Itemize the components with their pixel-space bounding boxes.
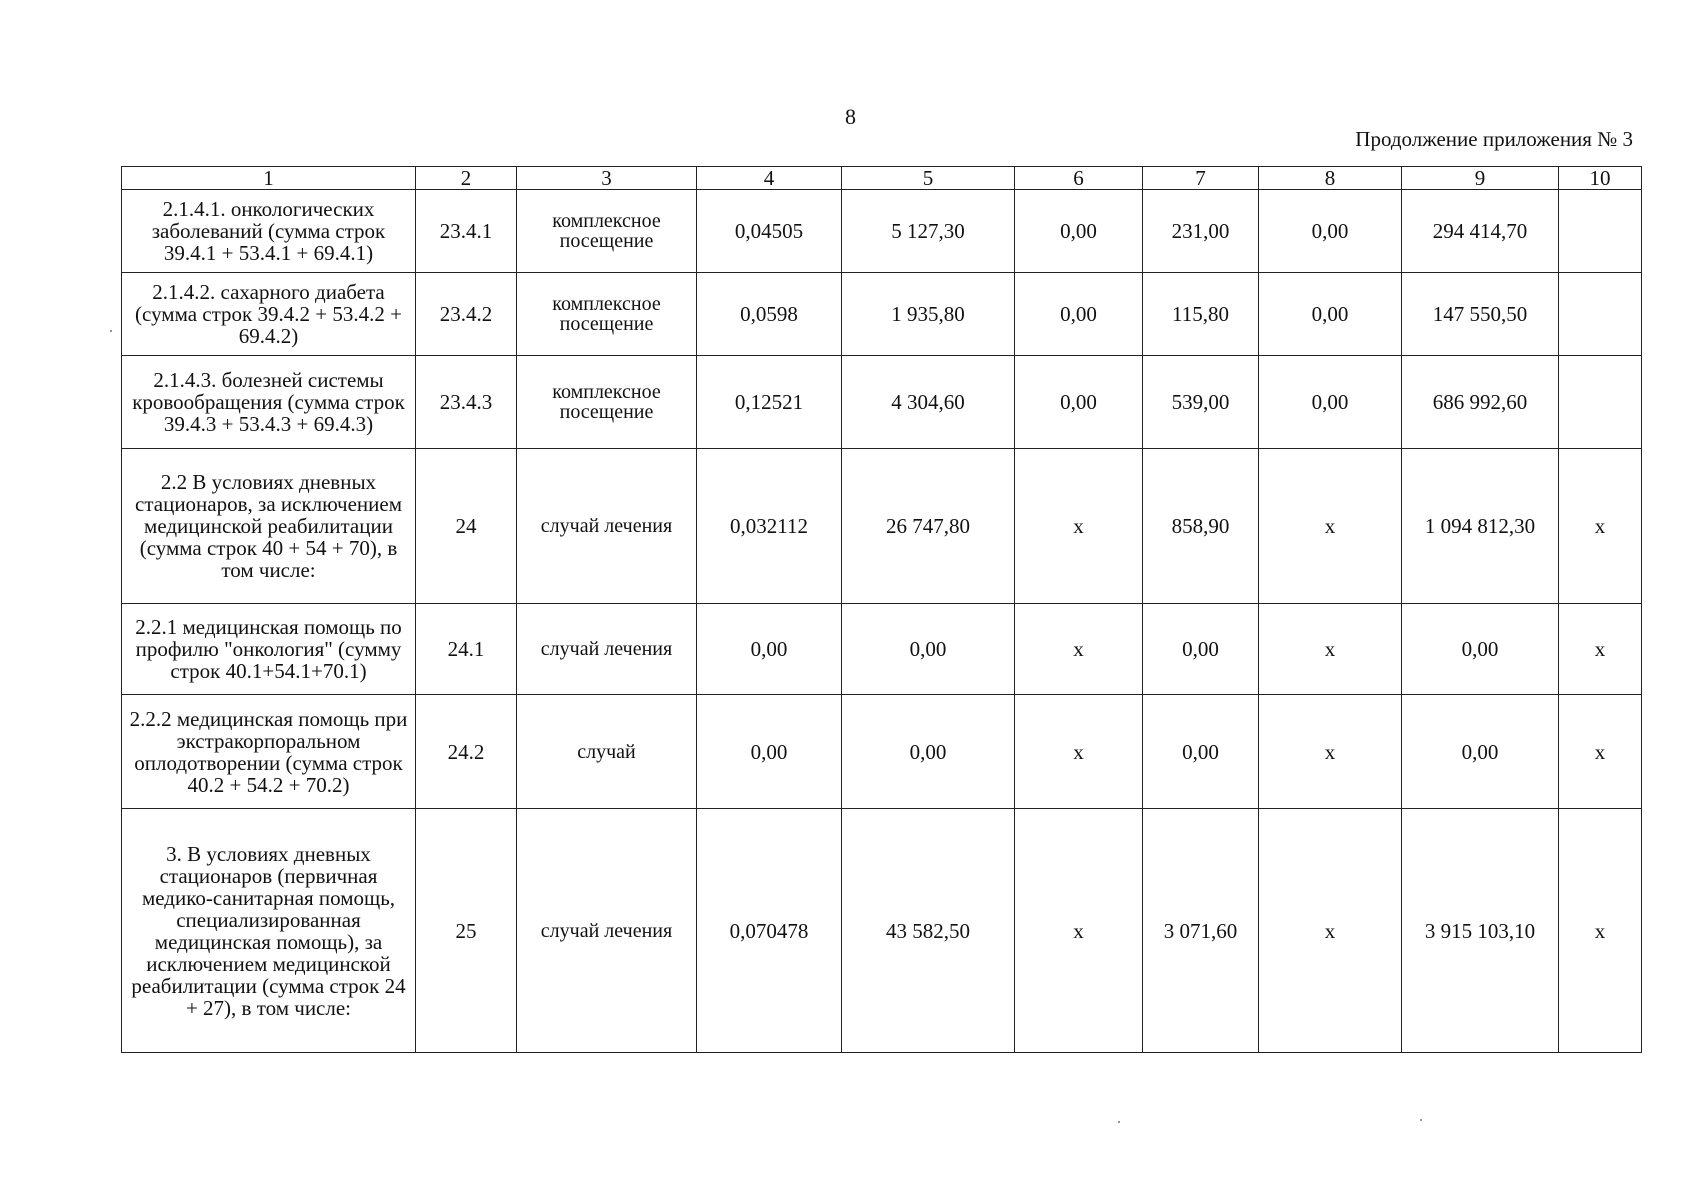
row-code: 24.2 <box>416 695 517 809</box>
row-cell: х <box>1559 449 1642 604</box>
row-cell: 1 935,80 <box>842 273 1015 356</box>
row-cell: 0,00 <box>1402 604 1559 695</box>
row-cell: 0,12521 <box>697 356 842 449</box>
row-cell: 0,00 <box>1143 604 1259 695</box>
row-code: 25 <box>416 809 517 1053</box>
row-unit: комплексное посещение <box>517 356 697 449</box>
row-cell: 231,00 <box>1143 190 1259 273</box>
table-row <box>122 809 1642 1053</box>
row-cell: х <box>1015 449 1143 604</box>
row-unit: случай лечения <box>517 809 697 1053</box>
row-cell: 0,00 <box>1259 356 1402 449</box>
col-header: 10 <box>1559 167 1642 190</box>
row-cell: 3 071,60 <box>1143 809 1259 1053</box>
row-code: 23.4.1 <box>416 190 517 273</box>
col-header: 6 <box>1015 167 1143 190</box>
data-table <box>121 166 1642 1053</box>
row-cell: 0,00 <box>842 604 1015 695</box>
col-header: 9 <box>1402 167 1559 190</box>
row-cell: 43 582,50 <box>842 809 1015 1053</box>
row-cell: 0,00 <box>1259 273 1402 356</box>
row-cell <box>1559 356 1642 449</box>
row-cell <box>1559 273 1642 356</box>
scan-speck <box>110 330 112 332</box>
row-cell: 0,00 <box>1259 190 1402 273</box>
col-header: 5 <box>842 167 1015 190</box>
table-row <box>122 695 1642 809</box>
row-code: 24 <box>416 449 517 604</box>
page-number: 8 <box>845 104 856 129</box>
row-name: 2.1.4.3. болезней системы кровообращения (сумма строк 39.4.3 + 53.4.3 + 69.4.3) <box>122 356 416 449</box>
row-cell: 0,0598 <box>697 273 842 356</box>
col-header: 3 <box>517 167 697 190</box>
row-cell: 0,00 <box>842 695 1015 809</box>
table-row <box>122 356 1642 449</box>
row-cell <box>1559 190 1642 273</box>
row-cell: 0,00 <box>1015 356 1143 449</box>
col-header: 4 <box>697 167 842 190</box>
row-unit: комплексное посещение <box>517 273 697 356</box>
row-cell: 115,80 <box>1143 273 1259 356</box>
row-code: 24.1 <box>416 604 517 695</box>
row-cell: 686 992,60 <box>1402 356 1559 449</box>
row-cell: 1 094 812,30 <box>1402 449 1559 604</box>
row-cell: 0,00 <box>1143 695 1259 809</box>
row-cell: 0,00 <box>1015 273 1143 356</box>
row-name: 2.1.4.1. онкологических заболеваний (сумма строк 39.4.1 + 53.4.1 + 69.4.1) <box>122 190 416 273</box>
row-name: 2.2.2 медицинская помощь при экстракорпоральном оплодотворении (сумма строк 40.2 + 54.2 + 70.2) <box>122 695 416 809</box>
row-cell: х <box>1015 604 1143 695</box>
row-cell: х <box>1015 809 1143 1053</box>
row-unit: случай лечения <box>517 449 697 604</box>
col-header: 8 <box>1259 167 1402 190</box>
row-cell: 858,90 <box>1143 449 1259 604</box>
row-unit: случай лечения <box>517 604 697 695</box>
row-name: 2.2.1 медицинская помощь по профилю "онкология" (сумму строк 40.1+54.1+70.1) <box>122 604 416 695</box>
row-cell: х <box>1259 604 1402 695</box>
row-cell: 0,00 <box>1015 190 1143 273</box>
row-unit: случай <box>517 695 697 809</box>
row-cell: 0,00 <box>1402 695 1559 809</box>
row-cell: 0,070478 <box>697 809 842 1053</box>
row-cell: 0,00 <box>697 695 842 809</box>
row-cell: 5 127,30 <box>842 190 1015 273</box>
row-cell: х <box>1559 604 1642 695</box>
row-cell: 0,04505 <box>697 190 842 273</box>
row-cell: 294 414,70 <box>1402 190 1559 273</box>
row-name: 2.1.4.2. сахарного диабета (сумма строк 39.4.2 + 53.4.2 + 69.4.2) <box>122 273 416 356</box>
annex-caption: Продолжение приложения № 3 <box>1355 127 1633 151</box>
row-name: 3. В условиях дневных стационаров (первичная медико-санитарная помощь, специализированная медицинская помощь), за исключением медицинской реабилитации (сумма строк 24 + 27), в том числе: <box>122 809 416 1053</box>
row-unit: комплексное посещение <box>517 190 697 273</box>
row-cell: х <box>1259 695 1402 809</box>
row-cell: 0,00 <box>697 604 842 695</box>
table-row <box>122 449 1642 604</box>
row-cell: х <box>1559 695 1642 809</box>
row-cell: х <box>1259 809 1402 1053</box>
table-row <box>122 604 1642 695</box>
scan-speck <box>1118 1121 1120 1123</box>
header-row <box>122 167 1642 190</box>
row-name: 2.2 В условиях дневных стационаров, за исключением медицинской реабилитации (сумма строк 40 + 54 + 70), в том числе: <box>122 449 416 604</box>
col-header: 1 <box>122 167 416 190</box>
row-cell: х <box>1559 809 1642 1053</box>
row-cell: 3 915 103,10 <box>1402 809 1559 1053</box>
row-code: 23.4.2 <box>416 273 517 356</box>
row-cell: 147 550,50 <box>1402 273 1559 356</box>
scan-speck <box>1420 1119 1422 1121</box>
row-cell: 4 304,60 <box>842 356 1015 449</box>
row-code: 23.4.3 <box>416 356 517 449</box>
col-header: 2 <box>416 167 517 190</box>
row-cell: х <box>1259 449 1402 604</box>
row-cell: х <box>1015 695 1143 809</box>
col-header: 7 <box>1143 167 1259 190</box>
table-row <box>122 190 1642 273</box>
row-cell: 539,00 <box>1143 356 1259 449</box>
row-cell: 0,032112 <box>697 449 842 604</box>
table-row <box>122 273 1642 356</box>
row-cell: 26 747,80 <box>842 449 1015 604</box>
